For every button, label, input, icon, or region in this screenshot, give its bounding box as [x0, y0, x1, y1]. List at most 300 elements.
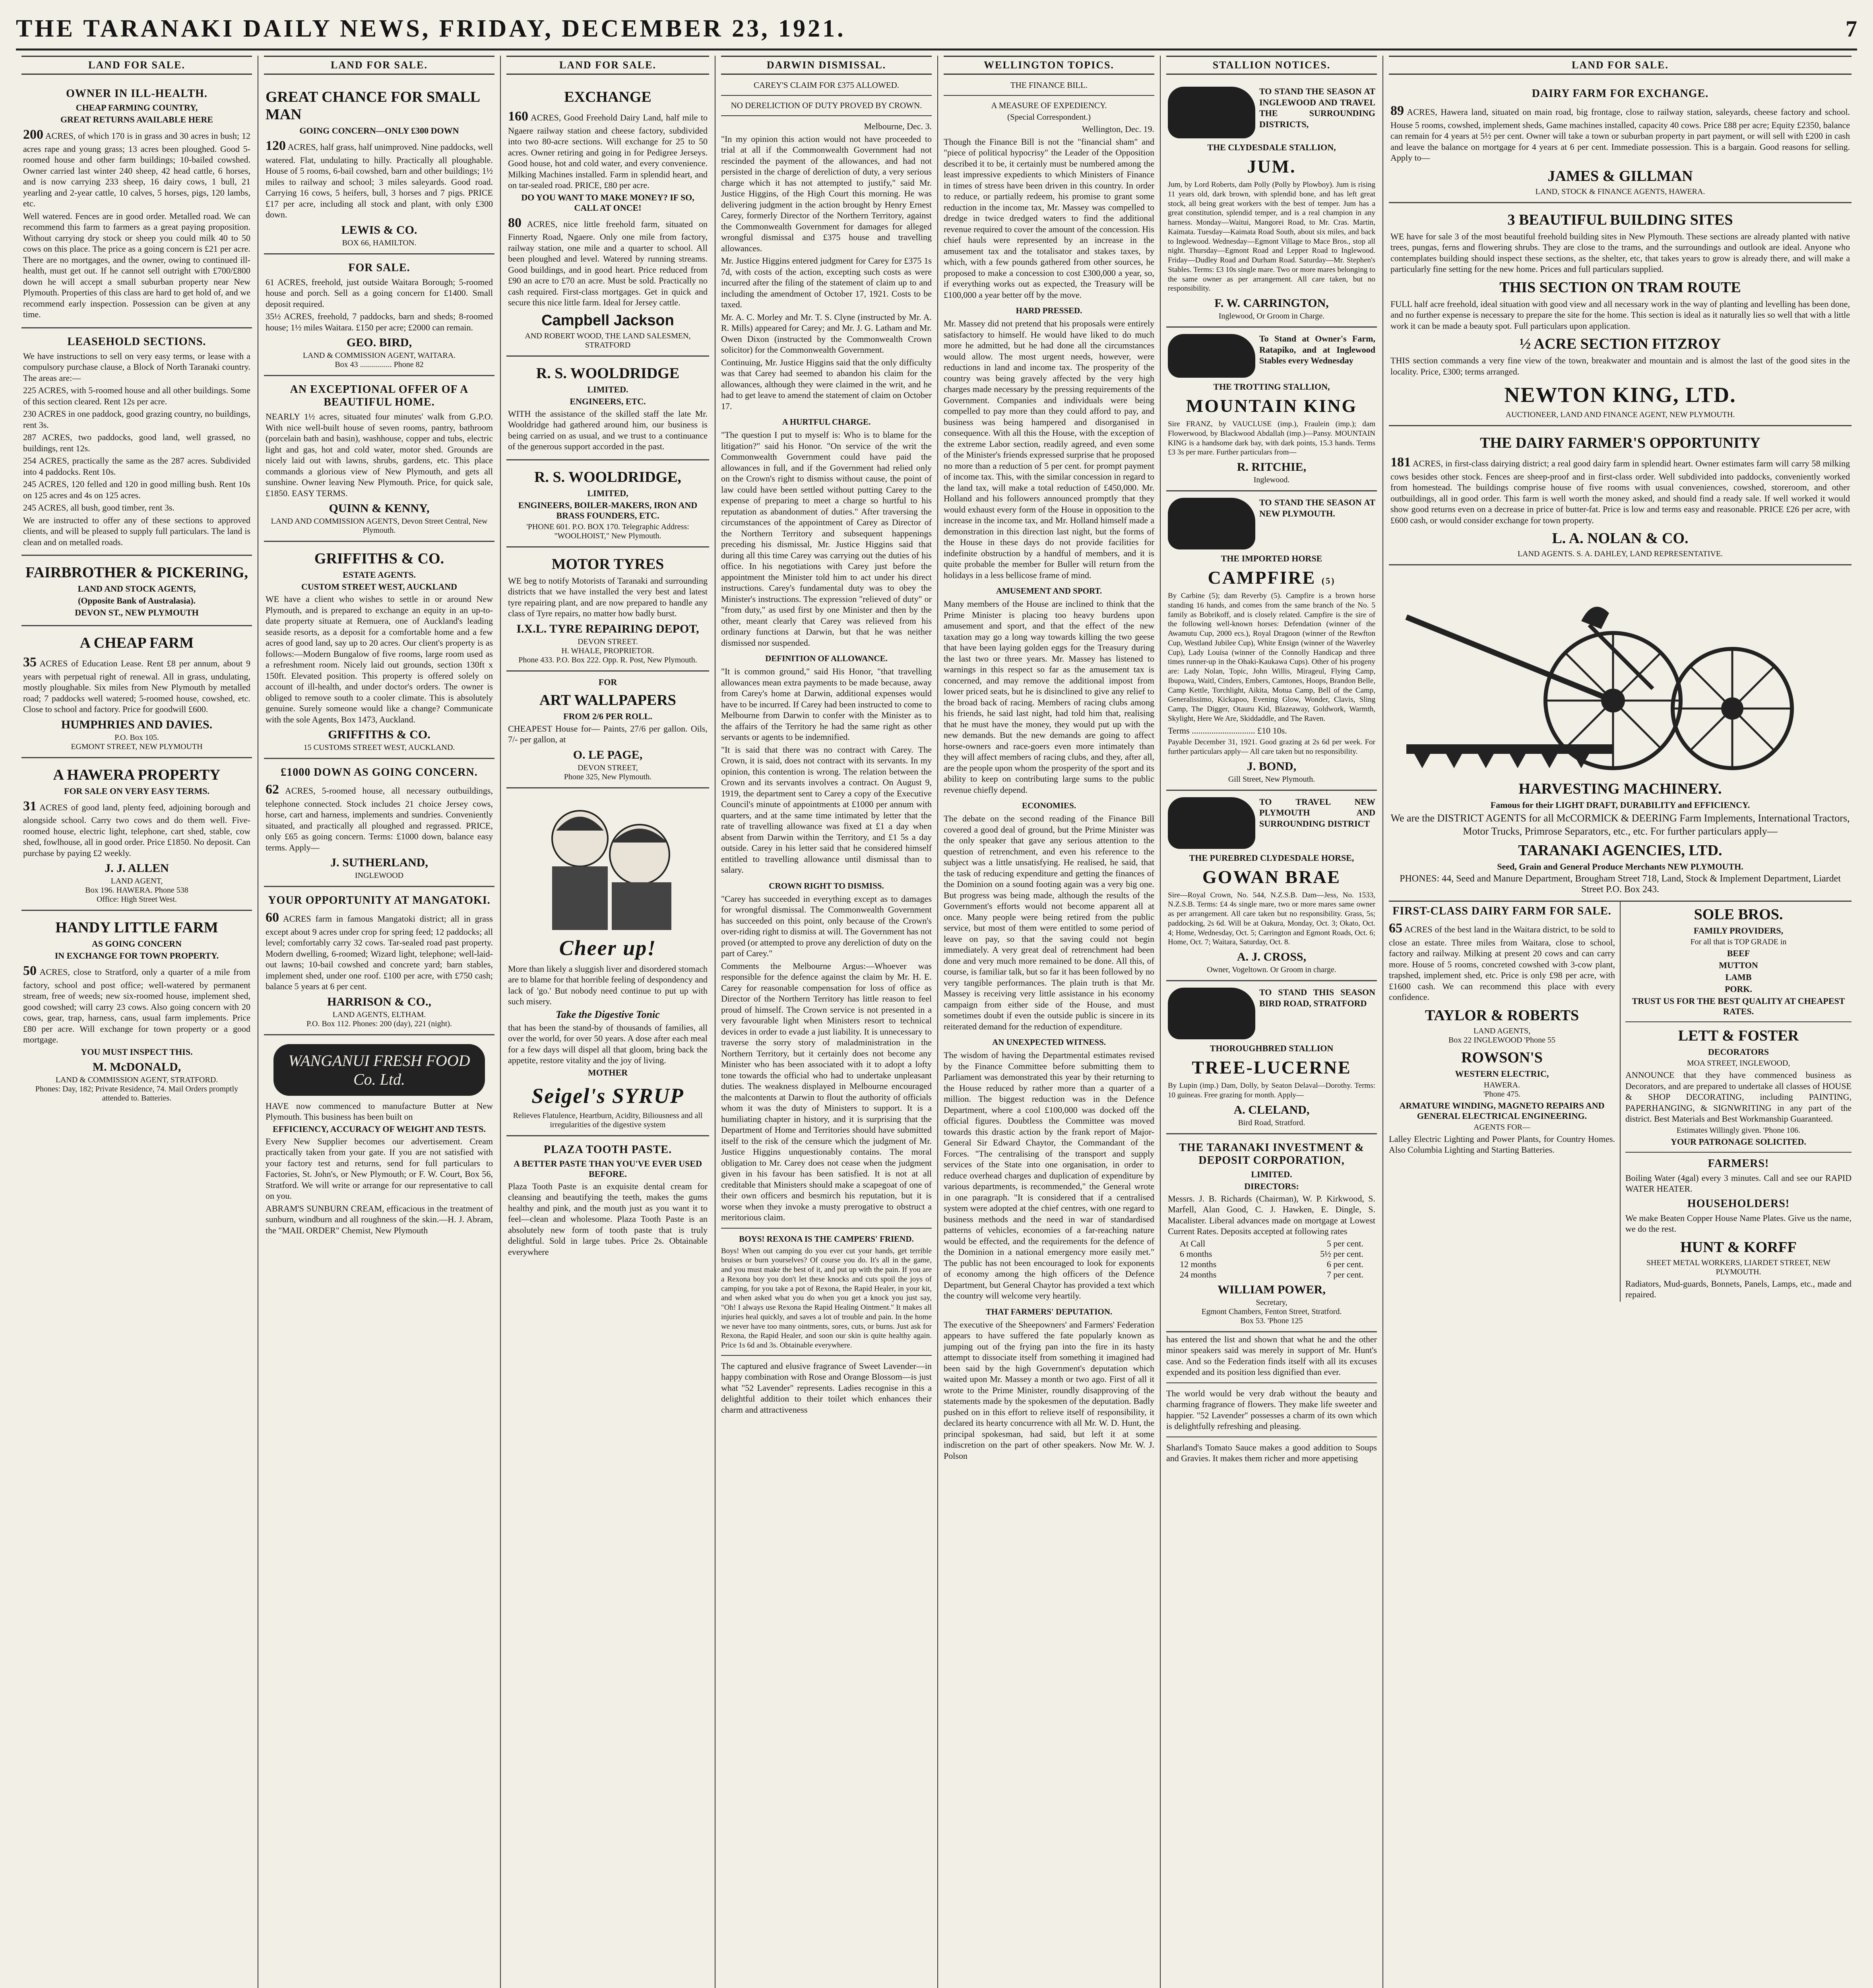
ad-subheading: TRUST US FOR THE BEST QUALITY AT CHEAPEST RATES.: [1632, 996, 1845, 1016]
ad-handy-little-farm: [21, 911, 252, 1109]
ad-stallion-gowan-brae: [1166, 791, 1377, 982]
ad-body: [23, 654, 250, 715]
ad-heading: £1000 DOWN AS GOING CONCERN.: [281, 766, 478, 779]
advertiser-name: F. W. CARRINGTON,: [1214, 297, 1329, 310]
advertiser-address: Secretary,: [1256, 1298, 1287, 1307]
article-paragraph: "The question I put to myself is: Who is to blame for the litigation?" said his Honor. "On service of the writ the Commonwealth Government could have paid the allowances in full, and if the Government had relied only on the Crown's right to dismiss without cause, the point of law could have been settled without putting Carey to the expense of preparing to meet a charge so hurtful to his reputation as abandonment of duties." After traversing the circumstances of the appointment of Carey as Director of the Northern Territory and subsequent happenings preceding his dismissal, Mr. Justice Higgins said that during all this time Carey was carrying out the duties of his office. In his negotiations with Carey just before the appointment the Minister told him to act under his direct instructions. Carey's fundamental duty was to obey the Minister's instructions. The expression "relieved of duty" or "from duty," as used first by one Minister and then by the other, meant clearly that Carey was relieved from his ordinary functions at Darwin, but that he was neither dismissed nor suspended.: [721, 430, 932, 648]
ad-text: ACRES, nice little freehold farm, situated on Finnerty Road, Ngaere. Only one mile from factory, railway station, one mile and a quarter to school. All been ploughed and level. Watered by running streams. Good buildings, and in good heart. Price reduced from £90 an acre to £70 an acre. Must be sold. Practically no cash required. First-class mortgages. Get in quick and secure this nice little farm. Ideal for Jersey cattle.: [508, 219, 708, 307]
ad-quinn-kenny: [264, 376, 494, 542]
advertiser-address: AUCTIONEER, LAND AND FINANCE AGENT, NEW PLYMOUTH.: [1505, 410, 1735, 419]
divider: [1625, 1152, 1852, 1153]
ad-subheading: AGENTS FOR—: [1474, 1122, 1530, 1132]
advertiser-address: LAND & COMMISSION AGENT, WAITARA.: [302, 351, 456, 360]
column-5-wellington-topics: [938, 56, 1161, 1988]
advertiser-address: Box 22 INGLEWOOD 'Phone 55: [1448, 1035, 1556, 1044]
ad-text: ACRES farm in famous Mangatoki district; all in grass except about 9 acres under crop for spring feed; 12 paddocks; all level; comfortably carry 32 cows. Tar-sealed road past property. Modern dwelling, 6-roomed; Wizard light, telephone; well-laid-out lawns; 10-bail cowshed and concrete yard; barn stables, implement shed, under one roof. £100 per acre, with £750 cash; balance 5 years at 6 per cent.: [266, 914, 493, 991]
advertiser-name: ROWSON'S: [1461, 1049, 1543, 1066]
ad-body: The captured and elusive fragrance of Sweet Lavender—in happy combination with Rose and Orange Blossom—is just what "52 Lavender" represents. Ladies recognise in this a delightful addition to their toilet which enhances their charm and attractiveness: [721, 1361, 932, 1415]
acreage: 160: [508, 109, 528, 124]
ad-body: By Carbine (5); dam Reverby (5). Campfire is a brown horse standing 16 hands, and comes from the same branch of the No. 5 family as Bobrikoff, and is closely related. Campfire is the sire of the following well-known horses: Defendation (winner of the Awamutu Cup, 2000 ecs.), Royal Dragoon (winner of the Rewfton Cup, Westland Jubilee Cup), White Ensign (winner of the Waverley Cup), Lady Louisa (winner of the Connolly Handicap and three times runner-up in the Ohaki-Kaukawa Cups). Other of his progeny are: Lady Nolan, Topic, John Willis, Mirageul, Flying Camp, Ibupowa, Waitl, Cinders, Embers, Camtones, Hoops, Brandon Belle, Camp Kettle, Torchlight, Aikita, Motua Camp, Bell of the Camp, Generalissimo, Kickapoo, Evening Glow, Wonder, Clavis, Sling Camp, The Digger, Otauru Kid, Blazeaway, Goldwork, Warmth, Skylight, Here We Are, Skiddaddle, and The Raven.: [1168, 592, 1375, 723]
horse-illustration: [1168, 797, 1255, 849]
ad-body: More than likely a sluggish liver and disordered stomach are to blame for that horrible feeling of despondency and lack of 'go.' But nobody need continue to put up with such misery.: [508, 963, 708, 1006]
advertiser-name: GEO. BIRD,: [346, 336, 412, 349]
ad-heading: HARVESTING MACHINERY.: [1518, 780, 1722, 797]
ad-subheading: GREAT RETURNS AVAILABLE HERE: [60, 115, 213, 124]
ad-sutherland: [264, 759, 494, 887]
ad-text: ACRES of the best land in the Waitara district, to be sold to close an estate. Three miles from Waitara, close to school, factory and railway. Milking at present 20 cows and can carry more. House of 5 rooms, concreted cowshed with 3-cow plant, trapshed, implement shed, etc. Price is only £98 per acre, with £1600 cash. We can recommend this place with every confidence.: [1389, 924, 1615, 1002]
acreage: 200: [23, 127, 43, 142]
ad-fairbrother: [21, 556, 252, 626]
ad-body: HAVE now commenced to manufacture Butter at New Plymouth. This business has been built on: [266, 1101, 493, 1122]
advertiser-address: Inglewood.: [1253, 476, 1290, 484]
ad-heading: MOTOR TYRES: [551, 555, 664, 573]
list-item: LAMB: [1725, 972, 1752, 982]
ad-body: WE have for sale 3 of the most beautiful freehold building sites in New Plymouth. These sections are already planted with native trees, pungas, ferns and flowering shrubs. They are close to the trams, and the surroundings and outlook are ideal. Anyone who contemplates building should inspect these sections, as the shelter, etc, that takes years to grow is already there, and will make a particularly fine setting for the new home. Prices and full particulars supplied.: [1390, 231, 1850, 274]
advertiser-address: P.O. Box 112. Phones: 200 (day), 221 (night).: [306, 1019, 452, 1028]
ad-body: Plaza Tooth Paste is an exquisite dental cream for cleansing and beautifying the teeth, makes the gums healthy and pink, and the mouth just as you want it to feel—clean and wholesome. Plaza Tooth Paste is an absolutely new form of tooth paste that is truly delightful. Sold in large tubes. Price 2s. Obtainable everywhere: [508, 1181, 708, 1257]
ad-dairy-exchange: [1389, 80, 1852, 203]
stallion-name-text: CAMPFIRE: [1208, 567, 1316, 588]
article-paragraph: "In my opinion this action would not have proceeded to trial at all if the Commonwealth Government had not rescinded the payment of the allowances, and had not persisted in the charge of dereliction of duty, a very serious charge which it has not attempted to justify," said Mr. Justice Higgins, of the High Court this morning. He was delivering judgment in the action brought by Henry Ernest Carey, formerly Director of the Northern Territory, against the Commonwealth Government for damages for alleged wrongful dismissal and £375 house and travelling allowances.: [721, 134, 932, 253]
advertiser-address: LAND AGENTS. S. A. DAHLEY, LAND REPRESENTATIVE.: [1517, 549, 1723, 558]
rate-term: At Call: [1180, 1238, 1206, 1248]
advertiser-address: Bird Road, Stratford.: [1238, 1118, 1305, 1127]
list-item: 35½ ACRES, freehold, 7 paddocks, barn and sheds; 8-roomed house; 1½ miles Waitara. £150 per acre; £2000 can remain.: [266, 311, 493, 332]
list-item: 245 ACRES, all bush, good timber, rent 3s.: [23, 503, 175, 513]
ad-text: ACRES of good land, plenty feed, adjoining borough and alongside school. Carry two cows and do them well. Five-roomed house, electric light, telephone, cart shed, stable, cow shed, fowlhouse, all in good order. Price £1850. No deposit. Can purchase by paying £2 weekly.: [23, 802, 250, 858]
advertiser-name: J. J. ALLEN: [105, 862, 169, 875]
ad-subheading: (Opposite Bank of Australasia).: [78, 596, 196, 606]
ad-body: [266, 781, 493, 853]
advertiser-address: Owner, Vogeltown. Or Groom in charge.: [1207, 965, 1336, 974]
advertiser-address: LAND AND COMMISSION AGENTS, Devon Street Central, New Plymouth.: [271, 517, 488, 535]
article-headline: WELLINGTON TOPICS.: [944, 56, 1154, 75]
advertiser-address: Box 53. 'Phone 125: [1240, 1316, 1303, 1325]
ad-body: Sharland's Tomato Sauce makes a good addition to Soups and Gravies. It makes them richer and more appetising: [1166, 1442, 1377, 1463]
advertiser-name: LEWIS & CO.: [341, 223, 417, 237]
ad-heading: AN EXCEPTIONAL OFFER OF A BEAUTIFUL HOME.: [290, 383, 469, 408]
list-item: PORK.: [1724, 984, 1753, 994]
ad-heading: FARMERS!: [1708, 1157, 1769, 1170]
ad-subheading: THE PUREBRED CLYDESDALE HORSE,: [1189, 852, 1354, 863]
advertiser-name: NEWTON KING, LTD.: [1504, 383, 1736, 407]
mower-illustration: [1390, 569, 1852, 776]
ad-stallion-campfire: [1166, 491, 1377, 791]
column-3: [501, 56, 715, 1988]
ad-heading: DAIRY FARM FOR EXCHANGE.: [1532, 87, 1709, 100]
advertiser-name: JAMES & GILLMAN: [1547, 167, 1693, 184]
advertiser-address: DEVON STREET,: [578, 763, 638, 772]
ad-building-sites: [1389, 203, 1852, 427]
ad-subheading: FOR SALE ON VERY EASY TERMS.: [64, 786, 209, 796]
ad-heading: A HAWERA PROPERTY: [53, 766, 221, 783]
advertiser-address: Box 43 ................ Phone 82: [335, 360, 424, 369]
rate-term: 12 months: [1180, 1259, 1217, 1269]
article-paragraph: Though the Finance Bill is not the "financial sham" and "piece of political hypocrisy" the Leader of the Opposition described it to be, it certainly must be numbered among the least impressive expedients to which Ministers of Finance in times of stress have been driven in this country. In order to reduce, or partially redeem, his promise to grant some reduction in the income tax, Mr. Massey was compelled to dredge in twice dredged waters to find the additional revenue required to cover the amount of the concession. His chief hauls were represented by an increase in the amusement tax and the totalisator and stakes taxes, by which, with a few pounds gathered from other sources, he proposed to make a concession to cost £300,000 a year, so, if everything works out as expected, the Treasury will be £100,000 a year better off by the move.: [944, 136, 1154, 300]
ad-body: Every New Supplier becomes our advertisement. Cream practically taken from your gate. If you are not satisfied with your factory test and returns, send for full particulars to Factories, St. John's, or New Plymouth; or F. W. Court, Box 56, Stratford. We will write or arrange for our representative to call on you.: [266, 1136, 493, 1201]
ad-heading: LEASEHOLD SECTIONS.: [67, 335, 206, 348]
article-subhead: HARD PRESSED.: [1016, 306, 1082, 315]
ad-body: Sire—Royal Crown, No. 544, N.Z.S.B. Dam—Jess, No. 1533, N.Z.S.B. Terms: £4 4s single mare, two or more mares same owner as per arrangement. All care taken but no responsibility. Grass, 5s; paddocking, 2s 6d. Will be at Oakura, Monday, Oct. 3; Okato, Oct. 4; Home, Wednesday, Oct. 5; Carrington and Egmont Roads, Oct. 6; Home, Oct. 7; Waitara, Saturday, Oct. 8.: [1168, 891, 1375, 947]
article-subhead: THAT FARMERS' DEPUTATION.: [985, 1307, 1113, 1316]
ad-text: ACRES, Hawera land, situated on main road, big frontage, close to railway station, saleyards, cheese factory and school. House 5 rooms, cowshed, implement sheds, Game machines installed, capacity 40 cows. Price £88 per acre; Equity £2350, balance can remain for 4 years at 5½ per cent. Owner will take a town or suburban property in part payment, or will sell with £200 in cash and leave the balance on mortgage for 4 years at 6 per cent. Immediate possession. This is a bargain. Good reasons for selling. Apply to—: [1390, 107, 1850, 163]
advertiser-address: DEVON STREET.: [578, 637, 638, 646]
ad-subheading: ENGINEERS, ETC.: [570, 396, 646, 406]
column-7: [1383, 56, 1857, 1988]
ad-intro: TO STAND THE SEASON AT NEW PLYMOUTH.: [1259, 497, 1375, 518]
advertiser-name: M. McDONALD,: [92, 1060, 181, 1074]
ad-harvesting-machinery: [1389, 565, 1852, 902]
list-item: 245 ACRES, 120 felled and 120 in good milling bush. Rent 10s on 125 acres and 4s on 125 acres.: [23, 479, 250, 500]
column-header: STALLION NOTICES.: [1166, 56, 1377, 75]
ad-heading: OWNER IN ILL-HEALTH.: [66, 87, 207, 100]
ad-terms: Terms ............................. £10 10s.: [1168, 725, 1287, 736]
advertiser-address: Seed, Grain and General Produce Merchants NEW PLYMOUTH.: [1497, 862, 1743, 872]
ad-heading: THE DAIRY FARMER'S OPPORTUNITY: [1480, 435, 1761, 451]
advertiser-name: TAYLOR & ROBERTS: [1425, 1007, 1579, 1024]
ad-intro: TO STAND THE SEASON AT INGLEWOOD AND TRAVEL THE SURROUNDING DISTRICTS,: [1259, 86, 1375, 129]
acreage: 35: [23, 655, 37, 670]
ad-subheading: THOROUGHBRED STALLION: [1210, 1043, 1334, 1053]
advertiser-name: Campbell Jackson: [541, 312, 674, 329]
acreage: 65: [1389, 921, 1402, 936]
ad-body: We have instructions to sell on very easy terms, or lease with a compulsory purchase clause, a Block of North Taranaki country. The areas are:—: [23, 351, 250, 383]
wanganui-logo: WANGANUI FRESH FOOD Co. Ltd.: [273, 1044, 485, 1096]
ad-heading: FOR SALE.: [348, 261, 410, 274]
article-paragraph: Continuing, Mr. Justice Higgins said that the only difficulty was that Carey had seemed to abandon his claim for the allowances, although they were claimed in the writ, and he had to get leave to amend the statement of claim on October 17.: [721, 357, 932, 411]
advertiser-address: LAND AGENT,: [111, 877, 163, 885]
ad-subheading: GOING CONCERN—ONLY £300 DOWN: [299, 126, 459, 136]
divider: [944, 95, 1154, 96]
divider: [1166, 1382, 1377, 1383]
ad-body: We are the DISTRICT AGENTS for all McCORMICK & DEERING Farm Implements, International Tractors, Motor Trucks, Primrose Separators, etc., etc. For further particulars apply—: [1390, 812, 1850, 837]
rate-term: 24 months: [1180, 1269, 1217, 1279]
advertiser-address: Phone 325, New Plymouth.: [564, 772, 652, 781]
horse-illustration: [1168, 498, 1255, 549]
divider: [721, 95, 932, 96]
ad-body: [1390, 103, 1850, 163]
ad-great-chance: [264, 80, 494, 254]
ad-heading: THE TARANAKI INVESTMENT & DEPOSIT CORPORATION,: [1179, 1141, 1365, 1167]
ad-body: We make Beaten Copper House Name Plates. Give us the name, we do the rest.: [1625, 1213, 1852, 1234]
ad-heading: ½ ACRE SECTION FITZROY: [1519, 336, 1721, 352]
ad-wooldridge-1: [506, 357, 709, 460]
ad-subheading: LAND AND STOCK AGENTS,: [78, 584, 196, 594]
stallion-name: [1168, 567, 1375, 588]
ad-harrison: [264, 887, 494, 1035]
article-deck: A MEASURE OF EXPEDIENCY.: [991, 101, 1107, 110]
divider: [1625, 1021, 1852, 1022]
advertiser-address: Office: High Street West.: [96, 895, 177, 904]
ad-body: CHEAPEST House for— Paints, 27/6 per gallon. Oils, 7/- per gallon, at: [508, 723, 708, 744]
rate-value: 5 per cent.: [1326, 1238, 1363, 1248]
article-subhead: AMUSEMENT AND SPORT.: [996, 586, 1102, 596]
ad-heading: R. S. WOOLDRIDGE: [536, 365, 680, 382]
ad-body: Sire FRANZ, by VAUCLUSE (imp.), Fraulein (imp.); dam Flowerwood, by Blackwood Abdallah (imp.)—Pansy. MOUNTAIN KING is a handsome dark bay, with dark points, 15.3 hands. Terms £3 3s per mare. Further particulars from—: [1168, 420, 1375, 457]
ad-body: [1389, 920, 1615, 1003]
ad-subheading: DEVON ST., NEW PLYMOUTH: [75, 608, 199, 617]
ad-subheading: CUSTOM STREET WEST, AUCKLAND: [301, 582, 458, 592]
list-item: 230 ACRES in one paddock, good grazing country, no buildings, rent 3s.: [23, 409, 250, 430]
advertiser-name: R. RITCHIE,: [1237, 460, 1307, 474]
ad-subheading: LIMITED.: [1251, 1169, 1292, 1179]
advertiser-address: PHONES: 44, Seed and Manure Department, Brougham Street 718, Land, Stock & Implement Department, Liardet Street P.O. Box 243.: [1400, 874, 1841, 895]
ad-subheading: YOUR PATRONAGE SOLICITED.: [1671, 1136, 1806, 1147]
rate-value: 7 per cent.: [1326, 1269, 1363, 1279]
ad-body: WE beg to notify Motorists of Taranaki and surrounding districts that we have installed the very best and latest tyre repairing plant, and are now prepared to handle any class of Tyre repairs, no matter how badly burst.: [508, 575, 708, 618]
ad-text: ACRES, close to Stratford, only a quarter of a mile from factory, school and post office; well-watered by permanent stream, free of weeds; new six-roomed house, implement shed, good cowshed; will carry 23 cows. Also going concern with 20 cows, gear, trap, harness, cans, usual farm implements. Price £80 per acre. Will exchange for town property or a good mortgage.: [23, 967, 250, 1044]
advertiser-name: I.X.L. TYRE REPAIRING DEPOT,: [516, 622, 699, 635]
list-item: MUTTON: [1719, 960, 1758, 970]
advertiser-address: Egmont Chambers, Fenton Street, Stratford.: [1201, 1307, 1342, 1316]
ad-body: [508, 215, 708, 308]
ad-dairy-farmers-opportunity: [1389, 426, 1852, 565]
rate-value: 5½ per cent.: [1320, 1248, 1363, 1259]
rate-row: [1168, 1259, 1375, 1270]
advertiser-name: O. LE PAGE,: [573, 748, 643, 761]
bottom-two-columns: [1389, 902, 1852, 1302]
ad-text: ACRES of Education Lease. Rent £8 per annum, about 9 years with perpetual right of renewal. All in grass, undulating, mostly ploughable. Six miles from New Plymouth by metalled road; 7 paddocks well watered; 5-roomed house, cowshed, etc. Close to school and factory. Price for goodwill £600.: [23, 658, 250, 714]
ad-text: ACRES, 5-roomed house, all necessary outbuildings, telephone connected. Stock includes 21 choice Jersey cows, horse, cart and harness, implements and sundries. Conveniently situated, and practically all ploughed and regrassed. PRICE, only £65 as going concern. Terms: £1000 down, balance easy terms. Apply—: [266, 786, 493, 852]
article-subhead: AN UNEXPECTED WITNESS.: [992, 1037, 1106, 1047]
ad-subheading: Take the Digestive Tonic: [556, 1008, 660, 1020]
article-paragraph: Mr. Justice Higgins entered judgment for Carey for £375 1s 7d, with costs of the action, excepting such costs as were incurred after the filing of the statement of claim up to and including the amendment of October 17, 1921. Costs to be taxed.: [721, 256, 932, 309]
stallion-name: JUM.: [1247, 156, 1296, 177]
column-4-darwin-dismissal: [715, 56, 938, 1988]
ad-subheading: ESTATE AGENTS.: [343, 570, 416, 580]
ad-body: WITH the assistance of the skilled staff the late Mr. Wooldridge had gathered around him, our business is being carried on as usual, and we trust to a continuance of the generous support accorded in the past.: [508, 408, 708, 451]
ad-heading: 3 BEAUTIFUL BUILDING SITES: [1507, 211, 1733, 228]
ad-body: We are instructed to offer any of these sections to approved clients, and will be pleased to supply full particulars. The land is clean and on metalled roads.: [23, 515, 250, 547]
ad-body: [1390, 454, 1850, 526]
ad-body: By Lupin (imp.) Dam, Dolly, by Seaton Delaval—Dorothy. Terms: 10 guineas. Free grazing for month. Apply—: [1168, 1081, 1375, 1099]
ad-body: Boiling Water (4gal) every 3 minutes. Call and see our RAPID WATER HEATER.: [1625, 1173, 1852, 1194]
divider: [721, 115, 932, 116]
ad-stallion-mountain-king: [1166, 328, 1377, 491]
advertiser-address: H. WHALE, PROPRIETOR.: [561, 646, 654, 655]
ad-body: Messrs. J. B. Richards (Chairman), W. P. Kirkwood, S. Marfell, Alan Good, C. J. Hawken, E. Dingle, S. Macalister. Liberal advances made on mortgage at Lowest Current Rates. Deposits accepted at following rates: [1168, 1193, 1375, 1236]
ad-griffiths: [264, 542, 494, 759]
advertiser-address: Phones: Day, 182; Private Residence, 74. Mail Orders promptly attended to. Batteries.: [35, 1084, 238, 1103]
advertiser-address: 'PHONE 601. P.O. BOX 170. Telegraphic Address: "WOOLHOIST," New Plymouth.: [526, 522, 689, 540]
ad-body: [266, 909, 493, 992]
ad-wanganui-fresh-food: [264, 1035, 494, 1243]
ad-heading: FIRST-CLASS DAIRY FARM FOR SALE.: [1392, 905, 1611, 917]
advertiser-name: GRIFFITHS & CO.: [328, 728, 430, 741]
ad-heading: EXCHANGE: [564, 89, 651, 105]
article-paragraph: "It is common ground," said His Honor, "that travelling allowances mean extra payments to be made because, away from Carey's home at Darwin, additional expenses would have to be incurred. If Carey had been instructed to come to Melbourne from Darwin to confer with the Minister as to the affairs of the Territory he had the same right as other servants or agents to be indemnified.: [721, 666, 932, 742]
advertiser-address: Box 196. HAWERA. Phone 538: [85, 886, 188, 895]
acreage: 120: [266, 138, 286, 153]
ad-intro: TO STAND THIS SEASON BIRD ROAD, STRATFORD: [1259, 987, 1375, 1008]
ad-tagline: Relieves Flatulence, Heartburn, Acidity, Biliousness and all irregularities of the digestive system: [513, 1111, 703, 1129]
article-deck: THE FINANCE BILL.: [1010, 80, 1088, 90]
ad-body: [23, 963, 250, 1045]
ad-subheading: AS GOING CONCERN: [91, 939, 182, 949]
stallion-name: MOUNTAIN KING: [1186, 396, 1357, 416]
advertiser-address: DECORATORS: [1708, 1047, 1769, 1057]
acreage: 60: [266, 910, 279, 925]
advertiser-name: J. BOND,: [1247, 759, 1297, 773]
family-number: (5): [1321, 576, 1336, 586]
list-item: 287 ACRES, two paddocks, good land, well grassed, no buildings, rent 12s.: [23, 432, 250, 453]
rate-row: [1168, 1239, 1375, 1249]
ad-heading: PLAZA TOOTH PASTE.: [543, 1143, 672, 1156]
advertiser-address: BOX 66, HAMILTON.: [342, 238, 417, 247]
ad-subheading: LIMITED,: [587, 488, 628, 498]
divider: [721, 1228, 932, 1229]
advertiser-address: Gill Street, New Plymouth.: [1228, 775, 1315, 784]
ad-cheap-farm: [21, 626, 252, 758]
advertiser-address: AND ROBERT WOOD, THE LAND SALESMEN, STRATFORD: [525, 331, 691, 349]
advertiser-address: LAND AGENTS, ELTHAM.: [332, 1010, 426, 1019]
illustration-two-children: [512, 795, 703, 930]
horse-illustration: [1168, 988, 1255, 1039]
ad-subheading: ARMATURE WINDING, MAGNETO REPAIRS AND GENERAL ELECTRICAL ENGINEERING.: [1399, 1100, 1605, 1121]
advertiser-address: INGLEWOOD: [355, 871, 404, 880]
byline: (Special Correspondent.): [1007, 112, 1091, 122]
column-header: LAND FOR SALE.: [1389, 56, 1852, 75]
advertiser-address: Inglewood, Or Groom in Charge.: [1218, 312, 1325, 320]
ad-stallion-jum: [1166, 80, 1377, 328]
ad-body: that has been the stand-by of thousands of families, all over the world, for over 50 years. A dose after each meal for a few days will dispel all that gloom, bring back the appetite, restore vitality and the joy of living.: [508, 1022, 708, 1065]
ad-subheading: THE CLYDESDALE STALLION,: [1207, 142, 1336, 152]
article-paragraph: The wisdom of having the Departmental estimates revised by the Finance Committee before submitting them to Parliament was demonstrated this year by their returning to the House reduced by rather more than a quarter of a million. The biggest reduction was in the Defence Department, where a cool £100,000 was docked off the official figures. Doubtless the Committee was moved towards this drastic action by the frank report of Major-General Sir Edward Chaytor, the Commandant of the Forces. "The centralising of the transport and supply services of the State into one organisation, in order to reduce overhead charges and duplication of expenditure by various departments, is recommended," the General wrote in one paragraph. "It is considered that if a centralised system were adopted at the chief centres, with one regard to business methods and the need in war of standardised patterns of vehicles, economies of a far-reaching nature would be effected, and the requirements for the defence of the Dominion in a national emergency more easily met." The public has not been encouraged to look for exponents of economy among the high officers of the Defence Department, but General Chaytor has provided a text which the country will welcome very heartily.: [944, 1050, 1154, 1301]
rate-row: [1168, 1249, 1375, 1259]
ad-subheading: A BETTER PASTE THAN YOU'VE EVER USED BEFORE.: [514, 1158, 702, 1179]
ad-heading: R. S. WOOLDRIDGE,: [534, 468, 681, 485]
list-item: 254 ACRES, practically the same as the 287 acres. Subdivided into 4 paddocks. Rent 10s.: [23, 456, 250, 477]
ad-body: For all that is TOP GRADE in: [1690, 938, 1787, 946]
advertiser-address: Estimates Willingly given. 'Phone 106.: [1676, 1126, 1801, 1135]
newspaper-title: THE TARANAKI DAILY NEWS, FRIDAY, DECEMBER 23, 1921.: [16, 15, 846, 42]
ad-body: ANNOUNCE that they have commenced business as Decorators, and are prepared to undertake all classes of HOUSE & SHOP DECORATING, including PAINTING, PAPERHANGING, & SIGNWRITING in any part of the district. Best Materials and Best Workmanship Guaranteed.: [1625, 1070, 1852, 1124]
stallion-name: TREE-LUCERNE: [1192, 1057, 1351, 1077]
ad-seigels-syrup: [506, 788, 709, 1136]
list-item: 225 ACRES, with 5-roomed house and all other buildings. Some of this section cleared. Rent 12s per acre.: [23, 385, 250, 406]
dateline: Wellington, Dec. 19.: [1082, 124, 1154, 134]
ad-body: Boys! When out camping do you ever cut your hands, get terrible bruises or burn yourselves? Of course you do. It's all in the game, and you must make the best of it, and put up with the pain. If you are a Rexona boy you don't let these knocks and cuts spoil the joys of camping, for you take a pot of Rexona, the Rapid Healer, in your kit, and when asked what you do when you get a knock you just say, "Oh! I always use Rexona the Rapid Healing Ointment." It makes all injuries heal quickly, and saves a lot of trouble and pain. In the home we never have too many ointments, sores, cuts, or burns. Just ask for Rexona, the Rapid Healer, and soon our skin is quite healthy again. Price 1s 6d and 3s. Obtainable everywhere.: [721, 1246, 932, 1349]
article-paragraph: Mr. Massey did not pretend that his proposals were entirely satisfactory to himself. He would have liked to do much more he admitted, but he had done all the circumstances would allow. The most urgent needs, however, were reductions in land and income tax. The prosperity of the country was being gravely affected by the very high charges made necessary by the pressing requirements of the Government. Companies and individuals were being compelled to pay more than they could afford to pay, and business was being hampered and disorganised in consequence. With all this the House, with the exception of the extreme Labor section, readily agreed, and even some of the Minister's friends expressed surprise that he proposed no more than a reduction of 5 per cent. for prompt payment of income tax. This, with the similar concession in regard to the land tax, will make a total reduction of £450,000. Mr. Holland and his followers announced promptly that they would exhaust every form of the House in opposition to the increase in the income tax, and Mr. Holland himself made a demonstration in this direction last night, but the forms of the House in these days do not provide facilities for indefinite obstruction by a handful of members, and it is quite probable the member for Buller will return from the holidays in a less bellicose frame of mind.: [944, 318, 1154, 580]
advertiser-name: J. SUTHERLAND,: [330, 856, 428, 869]
advertiser-name: L. A. NOLAN & CO.: [1552, 530, 1689, 547]
ad-heading: A CHEAP FARM: [79, 635, 194, 651]
ad-leasehold: [21, 328, 252, 556]
ad-subheading: IN EXCHANGE FOR TOWN PROPERTY.: [54, 951, 219, 961]
ad-intro: TO TRAVEL NEW PLYMOUTH AND SURROUNDING DISTRICT: [1259, 796, 1375, 829]
ad-exchange: [506, 80, 709, 357]
ad-body: [266, 138, 493, 220]
article-subhead: ECONOMIES.: [1022, 801, 1076, 810]
masthead: [16, 9, 1857, 50]
ad-subheading: YOU MUST INSPECT THIS.: [81, 1046, 193, 1057]
ad-heading: GRIFFITHS & CO.: [314, 550, 444, 567]
ad-plaza-tooth-paste: [506, 1136, 709, 1265]
article-subhead: DEFINITION OF ALLOWANCE.: [765, 654, 888, 663]
ad-wooldridge-2: [506, 460, 709, 547]
brand-name: Seigel's SYRUP: [531, 1083, 684, 1108]
ad-subheading: ENGINEERS, BOILER-MAKERS, IRON AND BRASS FOUNDERS, ETC.: [518, 500, 698, 520]
ad-art-wallpapers: [506, 672, 709, 788]
ad-subheading: LIMITED.: [587, 384, 628, 394]
ad-body: Jum, by Lord Roberts, dam Polly (Polly by Plowboy). Jum is rising 11 years old, dark brown, with splendid bone, and has left great stock, all being great workers with the best of temper. Jum has a great constitution, splendid temper, and is a real champion in any harness. Monday—Waitui, Mangorei Road, to Mr. Cras. Martin, Kaimata. Tuesday—Kaimata Road South, about six miles, and back to Inglewood. Wednesday—Egmont Village to Mace Bros., stop all night. Thursday—Egmont Road and Lepper Road to Inglewood. Friday—Dudley Road and Durham Road. Saturday—Mr. Stephen's Stables. Terms: £3 10s single mare. Two or more mares belonging to the same owner as per arrangement. All care taken, but no responsibility.: [1168, 181, 1375, 293]
ad-body: Well watered. Fences are in good order. Metalled road. We can recommend this farm to farmers as a great paying proposition. Without carrying dry stock or sheep you could milk 40 to 50 cows on this place. The price as a going concern is £21 per acre. There are no mortgages, and the owner, owing to continued ill-health, must get out. If he cannot sell outright with £700/£800 down he will accept a small suburban property near New Plymouth. Properties of this class are hard to get hold of, and we recommend early inspection. Possession can be given at any time.: [23, 211, 250, 319]
ad-body: NEARLY 1½ acres, situated four minutes' walk from G.P.O. With nice well-built house of seven rooms, pantry, bathroom (porcelain bath and basin), washhouse, copper and tubs, electric light and gas, hot and cold water, motor shed. Grounds are nicely laid out with lawns, shrubs, gardens, etc. This place commands a glorious view of New Plymouth, and gets all sunshine. Owner leaving New Plymouth. Price, for quick sale, £1850. EASY TERMS.: [266, 412, 493, 498]
article-paragraph: Many members of the House are inclined to think that the Prime Minister is placing too heavy burdens upon amusement and sport, and that the effect of the new taxation may go a long way towards killing the two geese that have been laying golden eggs for the Treasury during the last two or three years. Mr. Massey has listened to warnings in this respect so far as the amusement tax is concerned, and may remove the additional impost from lower priced seats, but he is disinclined to give any relief to the broad back of racing. Members of racing clubs among his friends, he said last night, had told him that, realising that he must have the money, they would put up with the new demands. But the new demands are going to affect horse-owners and race-goers even more intimately than they will affect members of racing clubs, and they, after all, are the people upon whom the prosperity of the sport and its ability to keep on contributing large sums to the public revenue chiefly depend.: [944, 599, 1154, 795]
ad-owner-ill-health: [21, 80, 252, 328]
ad-text: ACRES, half grass, half unimproved. Nine paddocks, well watered. Flat, undulating to hilly. Practically all ploughable. House of 5 rooms, 6-bail cowshed, barn and other buildings; 1½ miles to railway and school; 3 miles saleyards. Good road. Carrying 16 cows, 5 heifers, bull, 3 horses and 7 pigs. PRICE £17 per acre, including all stock and plant, with only £300 down.: [266, 142, 493, 219]
article-paragraph: "It is said that there was no contract with Carey. The Crown, it is said, does not contract with its servants. In my opinion, this contention is wrong. The relation between the Crown and its servants involves a contract. On August 9, 1919, the department sent to Carey a copy of the Executive Council's minute of appointments at £1000 per annum with quarters, and at the same time intimated by letter that the rate of travelling allowance was fixed at £1 a day when absent from Darwin within the Territory, and £1 5s a day outside. Carey in his letter said that he considered himself entitled to travelling allowance until dismissal than to salary.: [721, 744, 932, 875]
column-1: [16, 56, 258, 1988]
advertiser-address: EGMONT STREET, NEW PLYMOUTH: [71, 742, 203, 751]
columns: [16, 56, 1857, 1988]
bottom-right-column: [1621, 902, 1852, 1302]
article-paragraph: The debate on the second reading of the Finance Bill covered a good deal of ground, but the Prime Minister was the only speaker that gave any serious attention to the question of retrenchment, and even his reference to the subject was a little unsatisfying. He realised, he said, that the task of reducing expenditure and getting the finances of the Dominion on a sound footing again was a very big one. But progress was being made, although the results of the Government's efforts would not become apparent all at once. Many people were being retired from the public service, but most of them were entitled to some period of leave on pay, so that the saving could not begin immediately. A very great deal of retrenchment had been done and very much more remained to be done. All this, of course, is familiar talk, but so far it has been followed by no very tangible performances. The plain truth is that Mr. Massey is receiving very little assistance in his economy campaign from either side of the House, and must sometimes doubt if even the outside public is sincere in its reiterated demand for the reduction of expenditure.: [944, 813, 1154, 1031]
ad-geo-bird: [264, 254, 494, 377]
ad-intro: To Stand at Owner's Farm, Ratapiko, and at Inglewood Stables every Wednesday: [1259, 334, 1375, 365]
ad-body: [23, 798, 250, 859]
stallion-name: GOWAN BRAE: [1202, 866, 1341, 887]
column-2: [258, 56, 501, 1988]
ad-heading: GREAT CHANCE FOR SMALL MAN: [266, 89, 480, 123]
advertiser-address: WESTERN ELECTRIC,: [1455, 1068, 1549, 1079]
article-headline: DARWIN DISMISSAL.: [721, 56, 932, 75]
ad-hawera-property: [21, 758, 252, 911]
ad-subheading: DIRECTORS:: [1244, 1181, 1299, 1191]
acreage: 62: [266, 782, 279, 797]
advertiser-name: WILLIAM POWER,: [1218, 1283, 1326, 1296]
acreage: 89: [1390, 103, 1404, 118]
ad-heading: HOUSEHOLDERS!: [1687, 1197, 1790, 1210]
ad-subheading: EFFICIENCY, ACCURACY OF WEIGHT AND TESTS.: [272, 1124, 486, 1134]
list-item: BEEF: [1727, 948, 1750, 958]
ad-subheading: THE TROTTING STALLION,: [1213, 382, 1330, 392]
brand-line: MOTHER: [587, 1067, 628, 1077]
ad-body: [508, 108, 708, 191]
advertiser-name: A. J. CROSS,: [1237, 950, 1307, 963]
advertiser-name: HUMPHRIES AND DAVIES.: [61, 718, 213, 731]
ad-body: THIS section commands a very fine view of the town, breakwater and mountain and is almost the last of the good sites in the locality. Price, £300; terms arranged.: [1390, 355, 1850, 377]
ad-subheading: FAMILY PROVIDERS,: [1693, 926, 1784, 936]
ad-body: FULL half acre freehold, ideal situation with good view and all necessary work in the way of planting and levelling has been done, and no further expense is necessary to prepare the site for the home. This section is ideal as it naturally lies so well that with a little work it can be made a beauty spot. Full particulars upon application.: [1390, 299, 1850, 331]
article-deck: NO DERELICTION OF DUTY PROVED BY CROWN.: [731, 101, 922, 110]
article-deck: CAREY'S CLAIM FOR £375 ALLOWED.: [753, 80, 900, 90]
ad-subheading: THE IMPORTED HORSE: [1221, 553, 1322, 563]
horse-illustration: [1168, 334, 1255, 378]
article-paragraph: "Carey has succeeded in everything except as to damages for wrongful dismissal. The Commonwealth Government has succeeded on this point, only because of the Crown's over-riding right to dismiss at will. The Government has not proved (or attempted to prove any dereliction of duty on the part of Carey.": [721, 893, 932, 958]
article-continuation: has entered the list and shown that what he and the other minor speakers said was merely in support of Mr. Hunt's case. And so the Federation finds itself with all its excuses expended and its position less dignified than ever.: [1166, 1334, 1377, 1377]
article-subhead: CROWN RIGHT TO DISMISS.: [769, 881, 884, 891]
advertiser-address: LAND & COMMISSION AGENT, STRATFORD.: [55, 1075, 218, 1084]
ad-text: ACRES, of which 170 is in grass and 30 acres in bush; 12 acres rape and young grass; 13 acres been ploughed. Good 5-roomed house and other farm buildings; 10-bailed cowshed. Owner carried last winter 240 sheep, 42 head cattle, 6 horses, and is now carrying 233 sheep, 16 dairy cows, 1 bull, 21 yearling and 2-year cattle, 10 calves, 5 horses, pigs, 120 lambs, etc.: [23, 131, 251, 208]
ad-stallion-tree-lucerne: [1166, 981, 1377, 1134]
article-subhead: A HURTFUL CHARGE.: [782, 417, 871, 427]
acreage: 31: [23, 798, 37, 813]
advertiser-address: P.O. Box 105.: [114, 733, 159, 742]
advertiser-name: A. CLELAND,: [1233, 1103, 1310, 1116]
ad-heading: SOLE BROS.: [1694, 906, 1783, 923]
ad-body: Lalley Electric Lighting and Power Plants, for Country Homes. Also Columbia Lighting and Starting Batteries.: [1389, 1134, 1615, 1155]
advertiser-name: LETT & FOSTER: [1678, 1027, 1799, 1044]
column-header: LAND FOR SALE.: [506, 56, 709, 75]
ad-heading: Cheer up!: [559, 936, 657, 960]
ad-motor-tyres: [506, 547, 709, 672]
list-item: 61 ACRES, freehold, just outside Waitara Borough; 5-roomed house and porch. Sell as a going concern for £1400. Small deposit required.: [266, 277, 493, 309]
acreage: 80: [508, 215, 522, 230]
ad-subheading: Famous for their LIGHT DRAFT, DURABILITY and EFFICIENCY.: [1490, 800, 1750, 810]
horse-illustration: [1168, 87, 1255, 138]
advertiser-name: HUNT & KORFF: [1680, 1239, 1797, 1256]
